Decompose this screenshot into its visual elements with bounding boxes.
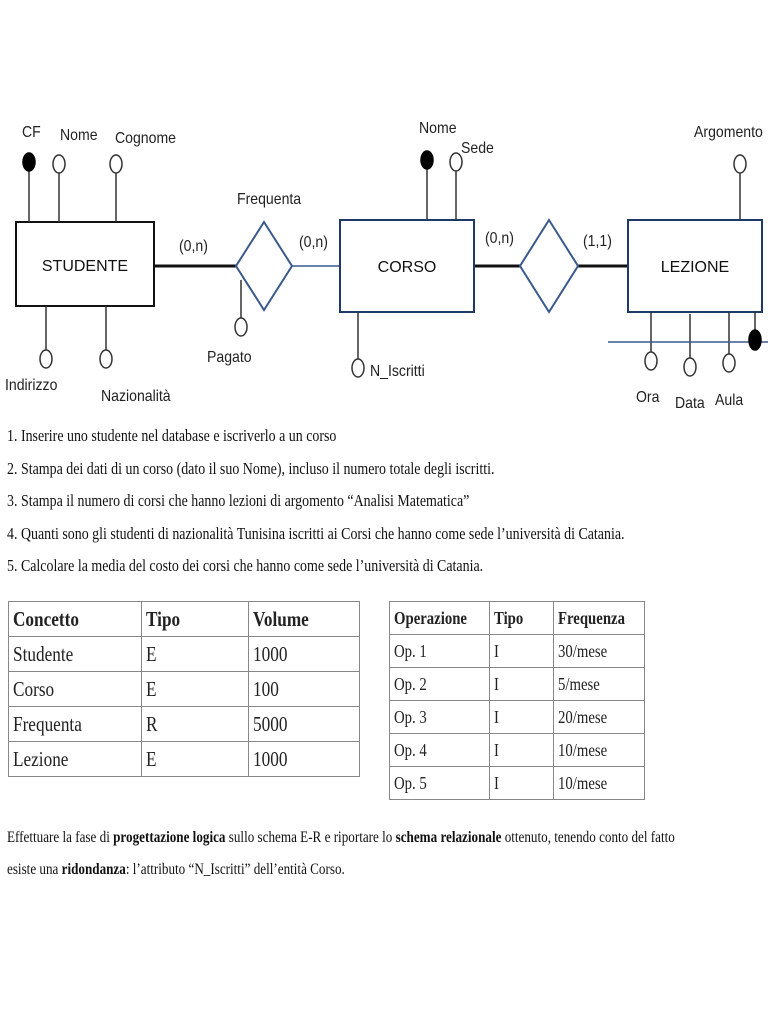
volume-table bbox=[8, 601, 360, 777]
operations-list bbox=[7, 420, 767, 583]
attr-nazionalita-label: Nazionalità bbox=[101, 387, 171, 406]
table-cell: 100 bbox=[249, 672, 360, 707]
table-row bbox=[390, 701, 645, 734]
table-cell: Op. 4 bbox=[390, 734, 490, 767]
table-cell: R bbox=[141, 707, 249, 742]
instruction-line-1: Effettuare la fase di progettazione logica sullo schema E-R e riportare lo schema relazionale ottenuto, tenendo conto del fatto bbox=[7, 829, 675, 846]
table-row bbox=[390, 668, 645, 701]
attr-indirizzo-circle bbox=[40, 350, 52, 368]
operations-table-header bbox=[390, 602, 645, 635]
operation-2: 2. Stampa dei dati di un corso (dato il suo Nome), incluso il numero totale degli iscritti. bbox=[7, 458, 495, 478]
operation-1: 1. Inserire uno studente nel database e iscriverlo a un corso bbox=[7, 426, 337, 445]
attr-cf-label: CF bbox=[21, 123, 41, 142]
cardinality-corso-rel2: (0,n) bbox=[485, 229, 514, 248]
attr-nome-corso-key-circle bbox=[421, 151, 433, 169]
attr-data-label: Data bbox=[675, 394, 705, 413]
table-cell: 10/mese bbox=[554, 767, 645, 800]
table-row bbox=[390, 767, 645, 800]
column-header: Tipo bbox=[490, 602, 554, 635]
attr-data-circle bbox=[684, 358, 696, 376]
attr-nome-studente-circle bbox=[53, 155, 65, 173]
table-row bbox=[9, 742, 360, 777]
attr-pagato-label: Pagato bbox=[207, 348, 252, 367]
attr-ora-label: Ora bbox=[636, 388, 660, 407]
entity-studente-label: STUDENTE bbox=[41, 258, 129, 275]
table-row bbox=[390, 635, 645, 668]
cardinality-lezione-rel2: (1,1) bbox=[583, 232, 612, 251]
attr-aula-label: Aula bbox=[715, 391, 744, 410]
attr-indirizzo-label: Indirizzo bbox=[5, 376, 58, 395]
table-cell: I bbox=[490, 635, 554, 668]
relationship-frequenta-label: Frequenta bbox=[237, 190, 302, 209]
table-cell: 30/mese bbox=[554, 635, 645, 668]
instruction-line-2: esiste una ridondanza: l’attributo “N_Iscritti” dell’entità Corso. bbox=[7, 861, 345, 878]
attr-aula-circle bbox=[723, 354, 735, 372]
table-row bbox=[9, 637, 360, 672]
table-cell: 10/mese bbox=[554, 734, 645, 767]
table-cell: 1000 bbox=[249, 742, 360, 777]
table-cell: I bbox=[490, 767, 554, 800]
attr-cf-key-circle bbox=[23, 153, 35, 171]
table-row bbox=[9, 707, 360, 742]
column-header: Concetto bbox=[9, 602, 142, 637]
attr-sede-label: Sede bbox=[461, 139, 494, 158]
attr-argomento-label: Argomento bbox=[694, 123, 763, 142]
table-row bbox=[9, 672, 360, 707]
table-cell: 5000 bbox=[249, 707, 360, 742]
table-cell: I bbox=[490, 668, 554, 701]
table-cell: Frequenta bbox=[9, 707, 142, 742]
table-cell: Op. 5 bbox=[390, 767, 490, 800]
attr-cognome-label: Cognome bbox=[115, 129, 177, 148]
column-header: Operazione bbox=[390, 602, 490, 635]
operation-4: 4. Quanti sono gli studenti di nazionalità Tunisina iscritti ai Corsi che hanno come sede l’università di Catania. bbox=[7, 523, 625, 543]
table-cell: Op. 1 bbox=[390, 635, 490, 668]
volume-table-header bbox=[9, 602, 360, 637]
operation-5: 5. Calcolare la media del costo dei corsi che hanno come sede l’università di Catania. bbox=[7, 556, 484, 575]
attr-n-iscritti-label: N_Iscritti bbox=[370, 362, 425, 381]
relationship-corso-lezione bbox=[520, 220, 578, 312]
table-row bbox=[390, 734, 645, 767]
table-cell: E bbox=[141, 637, 249, 672]
column-header: Volume bbox=[249, 602, 360, 637]
table-cell: Op. 2 bbox=[390, 668, 490, 701]
attr-nome-corso-label: Nome bbox=[419, 119, 457, 138]
attr-ora-circle bbox=[645, 352, 657, 370]
table-cell: Lezione bbox=[9, 742, 142, 777]
attr-pagato-circle bbox=[235, 318, 247, 336]
column-header: Tipo bbox=[141, 602, 249, 637]
operations-table bbox=[389, 601, 645, 800]
table-cell: 5/mese bbox=[554, 668, 645, 701]
instruction-paragraph bbox=[7, 822, 767, 886]
operation-3: 3. Stampa il numero di corsi che hanno lezioni di argomento “Analisi Matematica” bbox=[7, 491, 470, 510]
attr-nazionalita-circle bbox=[100, 350, 112, 368]
cardinality-corso-frequenta: (0,n) bbox=[298, 233, 328, 252]
relationship-frequenta bbox=[236, 222, 292, 310]
entity-corso-label: CORSO bbox=[377, 259, 437, 276]
column-header: Frequenza bbox=[554, 602, 645, 635]
entity-lezione-label: LEZIONE bbox=[660, 259, 730, 276]
cardinality-studente-frequenta: (0,n) bbox=[179, 237, 208, 256]
table-cell: 1000 bbox=[249, 637, 360, 672]
table-cell: 20/mese bbox=[554, 701, 645, 734]
table-cell: Corso bbox=[9, 672, 142, 707]
table-cell: I bbox=[490, 734, 554, 767]
attr-cognome-circle bbox=[110, 155, 122, 173]
er-diagram bbox=[0, 100, 768, 420]
attr-lezione-key-circle bbox=[749, 330, 761, 350]
attr-nome-studente-label: Nome bbox=[60, 126, 98, 145]
attr-argomento-circle bbox=[734, 155, 746, 173]
table-cell: Op. 3 bbox=[390, 701, 490, 734]
table-cell: E bbox=[141, 742, 249, 777]
attr-n-iscritti-circle bbox=[352, 359, 364, 377]
table-cell: E bbox=[141, 672, 249, 707]
table-cell: Studente bbox=[9, 637, 142, 672]
table-cell: I bbox=[490, 701, 554, 734]
